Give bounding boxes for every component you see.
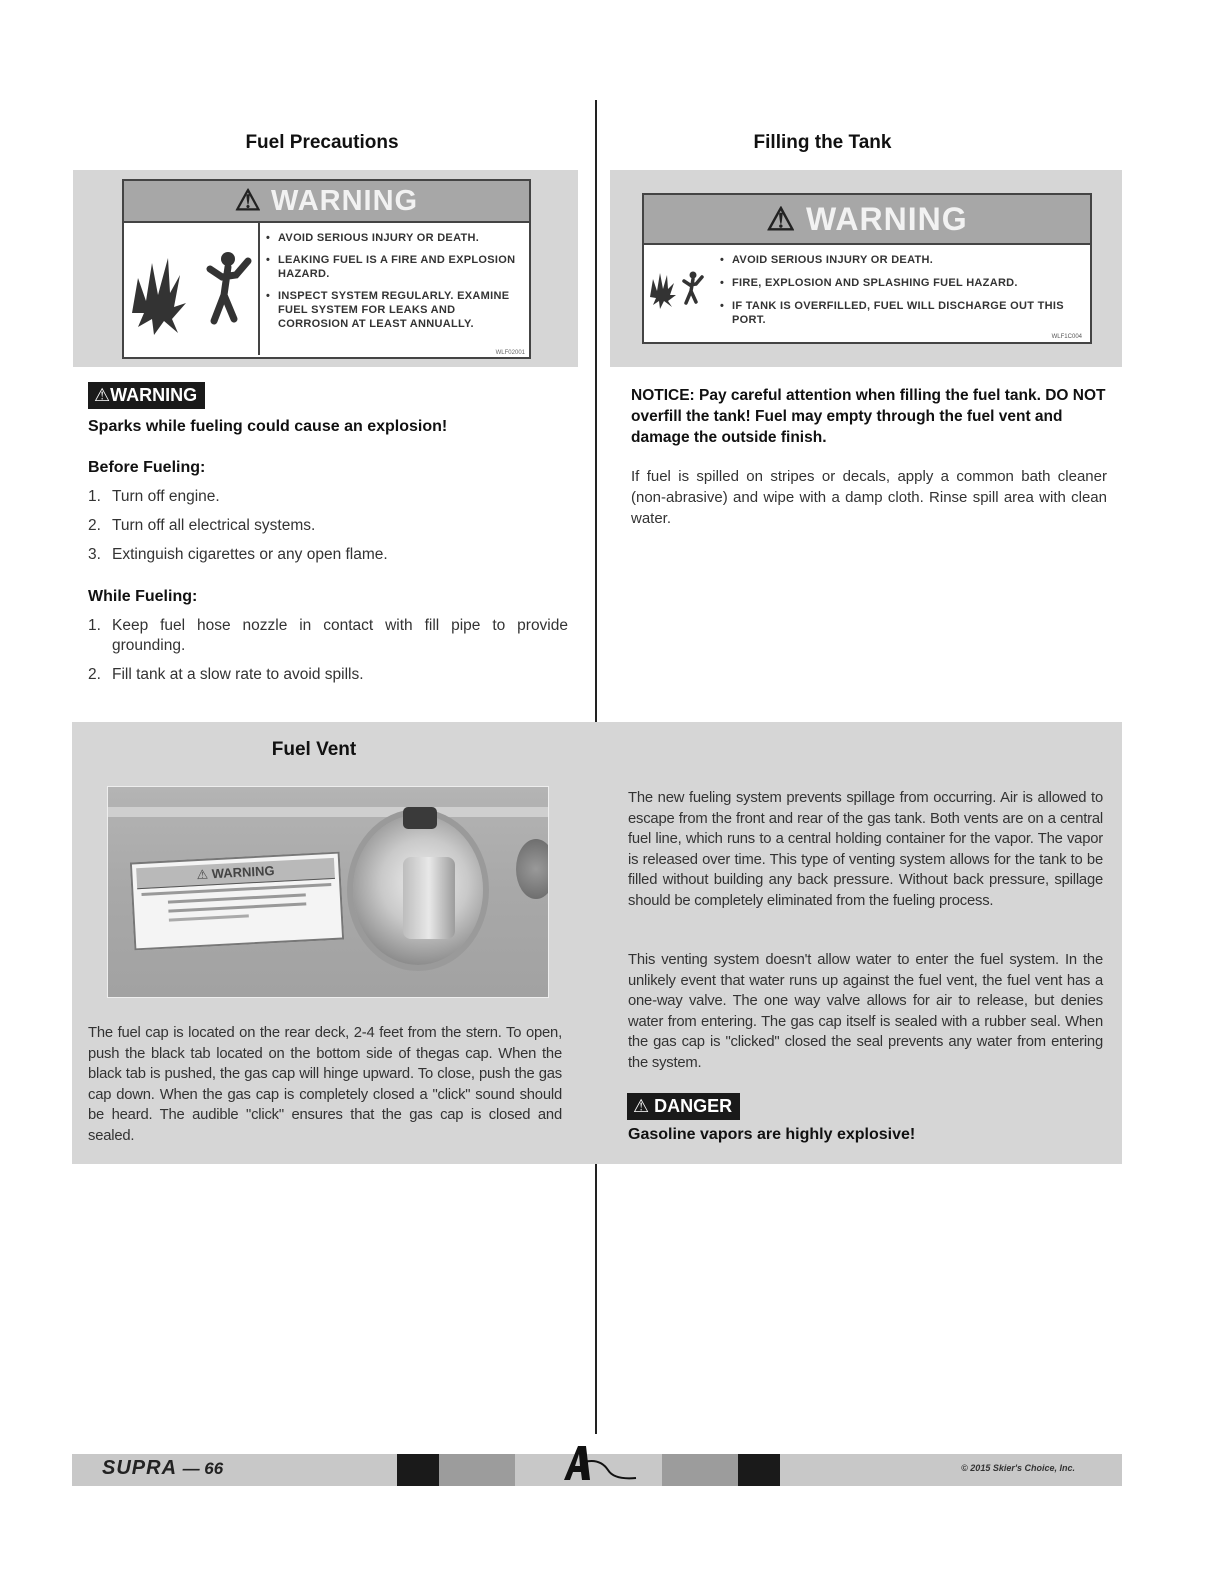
explosion-person-icon <box>124 223 260 355</box>
list-item: 2. Turn off all electrical systems. <box>88 517 316 534</box>
label-code: WLF02001 <box>495 350 525 356</box>
footer-logo-icon <box>560 1440 640 1486</box>
list-item: 1. Turn off engine. <box>88 488 220 505</box>
danger-tag: ⚠ DANGER <box>627 1093 740 1120</box>
venting-paragraph-2: This venting system doesn't allow water to enter the fuel system. In the unlikely event that water runs up against the fuel vent, the fuel vent has a one-way valve. The one way valve allows for air to release, but denies water from entering. The gas cap itself is sealed with a rubber seal. When the gas cap is "clicked" closed the seal prevents any water from entering the system. <box>628 952 1103 1071</box>
page-number: — 66 <box>182 1459 224 1478</box>
label-item: • IF TANK IS OVERFILLED, FUEL WILL DISCHARGE OUT THIS PORT. <box>720 299 1080 327</box>
fuel-precautions-heading: Fuel Precautions <box>245 132 399 153</box>
photo-warning-sticker: ⚠ WARNING <box>130 852 344 951</box>
list-item: 1. Keep fuel hose nozzle in contact with fill pipe to provide grounding. <box>88 617 568 654</box>
label-item: • LEAKING FUEL IS A FIRE AND EXPLOSION HAZARD. <box>266 253 521 281</box>
label-item: • INSPECT SYSTEM REGULARLY. EXAMINE FUEL SYSTEM FOR LEAKS AND CORROSION AT LEAST ANNUALLY. <box>266 289 521 331</box>
warning-triangle-icon: ⚠ <box>196 866 209 883</box>
fuel-cap-paragraph: The fuel cap is located on the rear deck, 2-4 feet from the stern. To open, push the black tab located on the bottom side of thegas cap. When the black tab is pushed, the gas cap will hinge upward. To close, push the gas cap down. When the gas cap is completely closed a "click" sound should be heard. The audible "click" ensures that the gas cap is closed and sealed. <box>88 1025 562 1144</box>
fuel-vent-heading: Fuel Vent <box>271 739 357 760</box>
filling-tank-warning-label <box>642 193 1092 344</box>
label-title: WARNING <box>270 185 419 217</box>
explosion-person-icon <box>648 265 704 311</box>
label-header <box>644 195 1090 245</box>
warning-triangle-icon: ⚠ <box>766 201 797 237</box>
fuel-vent-photo <box>107 786 549 998</box>
spill-paragraph: If fuel is spilled on stripes or decals, apply a common bath cleaner (non-abrasive) and wipe with a damp cloth. Rinse spill area with clean water. <box>631 468 1107 527</box>
warning-text: Sparks while fueling could cause an explosion! <box>88 418 448 435</box>
warning-triangle-icon: ⚠ <box>633 1096 650 1116</box>
column-divider-bottom <box>595 1164 597 1434</box>
while-fueling-list <box>88 616 568 694</box>
while-fueling-heading: While Fueling: <box>88 588 198 605</box>
list-item: 2. Fill tank at a slow rate to avoid spills. <box>88 666 364 683</box>
list-item: 3. Extinguish cigarettes or any open flame. <box>88 546 388 563</box>
label-item: • FIRE, EXPLOSION AND SPLASHING FUEL HAZARD. <box>720 276 1080 290</box>
label-code: WLF1C004 <box>1051 334 1082 340</box>
footer-copyright: © 2015 Skier's Choice, Inc. <box>961 1463 1075 1473</box>
label-item: • AVOID SERIOUS INJURY OR DEATH. <box>720 253 1080 267</box>
warning-triangle-icon: ⚠ <box>234 185 262 217</box>
before-fueling-list <box>88 487 568 574</box>
warning-triangle-icon: ⚠ <box>94 385 111 405</box>
notice-text: NOTICE: Pay careful attention when filling the fuel tank. DO NOT overfill the tank! Fuel may empty through the fuel vent and damage the outside finish. <box>631 387 1106 446</box>
label-header <box>124 181 529 223</box>
label-item: • AVOID SERIOUS INJURY OR DEATH. <box>266 231 521 245</box>
column-divider-top <box>595 100 597 722</box>
fuel-precautions-warning-label <box>122 179 531 359</box>
danger-text: Gasoline vapors are highly explosive! <box>628 1126 916 1143</box>
before-fueling-heading: Before Fueling: <box>88 459 206 476</box>
warning-tag: ⚠WARNING <box>88 382 205 409</box>
footer-brand: SUPRA <box>102 1457 178 1479</box>
filling-tank-heading: Filling the Tank <box>753 132 892 153</box>
label-title: WARNING <box>805 201 968 237</box>
venting-paragraph-1: The new fueling system prevents spillage from occurring. Air is allowed to escape from the front and rear of the gas tank. Both vents are on a central fuel line, which runs to a central holding container for the vapor. The vapor is released over time. This type of venting system allows for the tank to be filled without building any back pressure. Without back pressure, spillage should be completely eliminated from the fueling process. <box>628 790 1103 909</box>
